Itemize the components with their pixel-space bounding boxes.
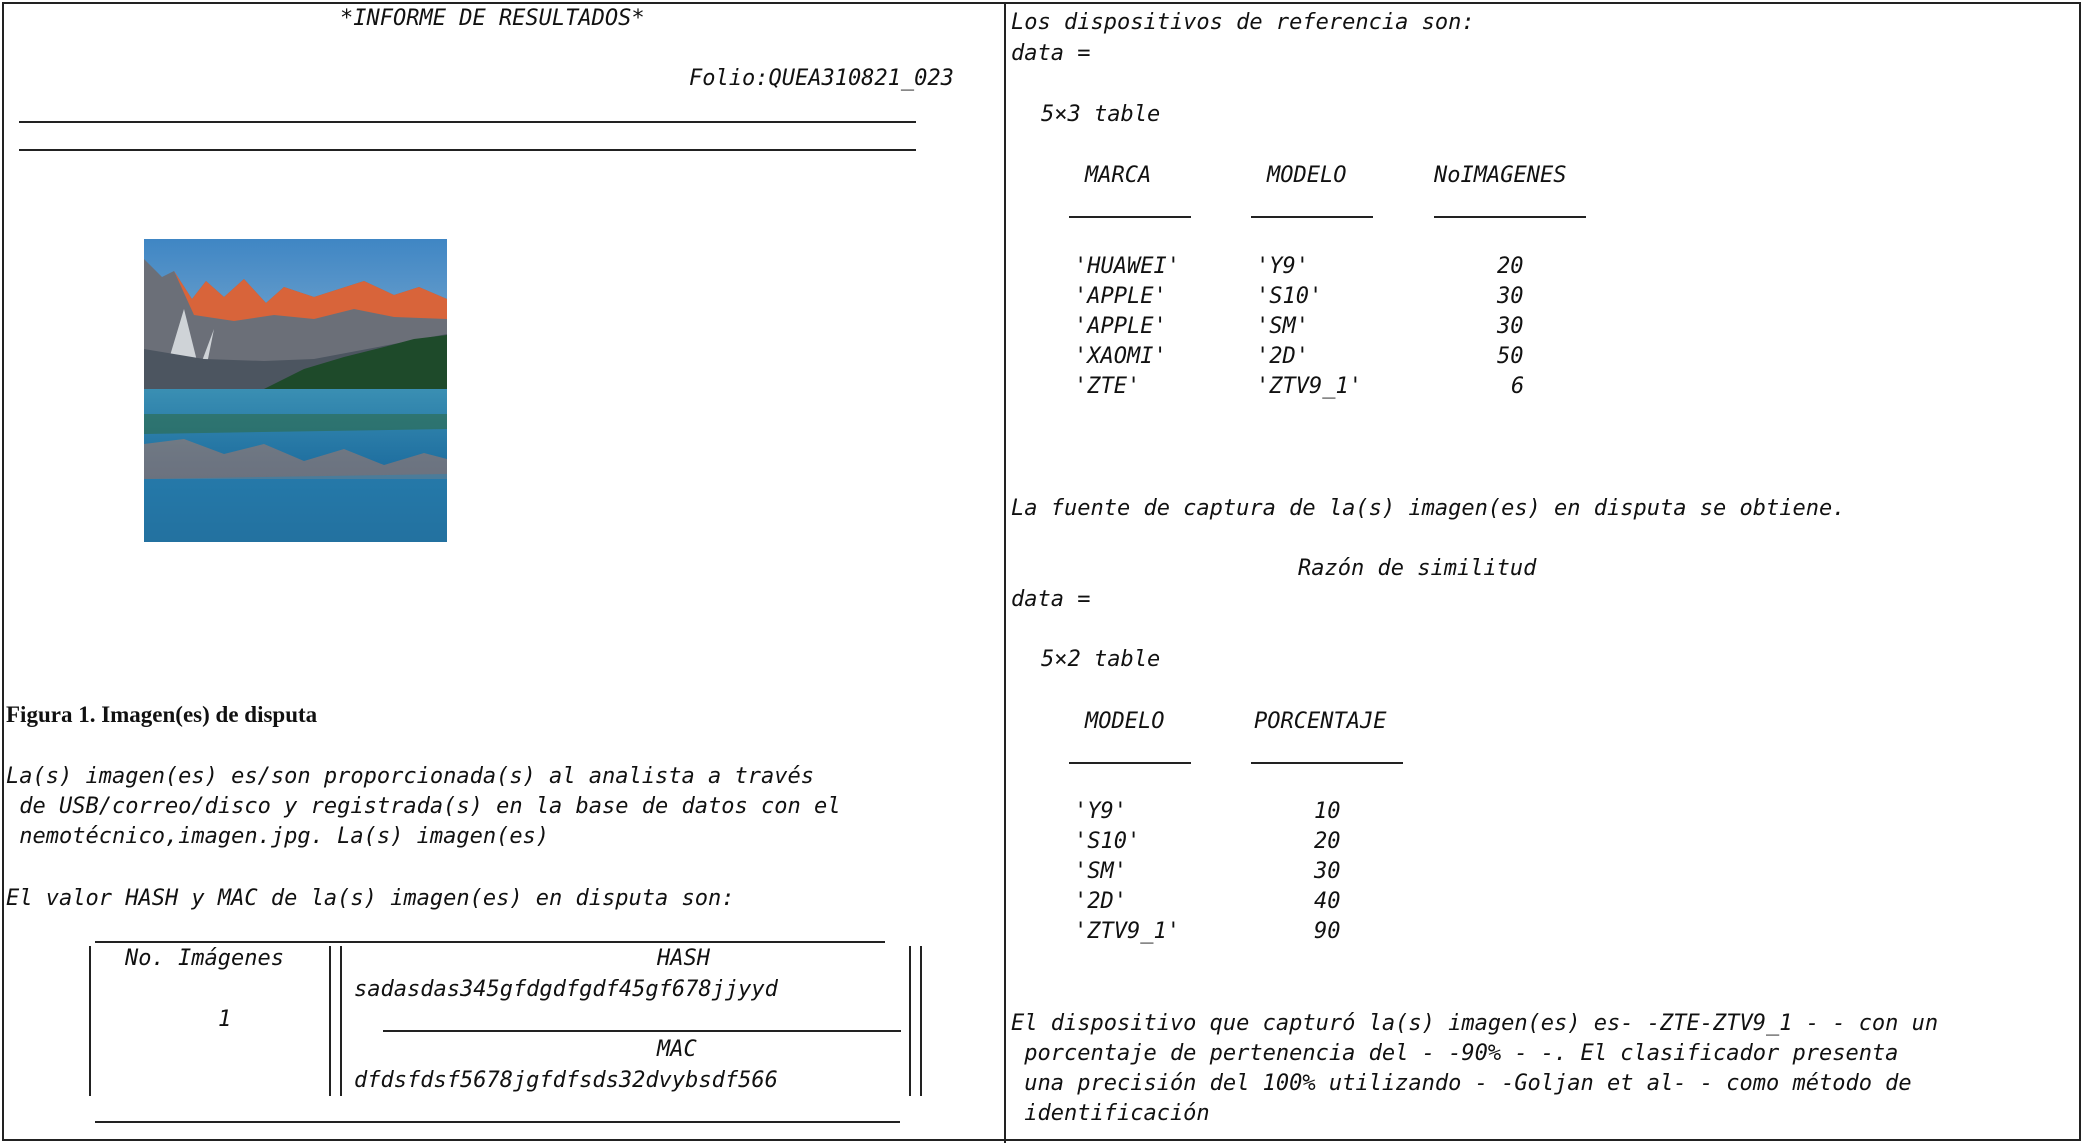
paragraph-line-3: nemotécnico,imagen.jpg. La(s) imagen(es) [6, 824, 550, 849]
table2-header-porcentaje: PORCENTAJE [1254, 709, 1387, 734]
table-top-rule [95, 941, 885, 943]
data-label-1: data = [1011, 41, 1091, 66]
table1-cell: 'Y9' [1256, 254, 1309, 279]
table1-cell: 30 [1497, 284, 1524, 309]
table1-header-underline-1 [1069, 216, 1191, 218]
col-separator-1 [329, 946, 331, 1096]
hash-header: HASH [657, 946, 710, 971]
figure-caption: Figura 1. Imagen(es) de disputa [6, 702, 318, 727]
col-separator-2 [340, 946, 342, 1096]
table1-cell: 'APPLE' [1074, 284, 1167, 309]
table1-cell: 6 [1511, 374, 1525, 399]
table1-header-marca: MARCA [1085, 163, 1152, 188]
table1-header-noimagenes: NoIMAGENES [1434, 163, 1567, 188]
data-label-2: data = [1011, 587, 1091, 612]
table2-cell: '2D' [1074, 889, 1127, 914]
conclusion-line-4: identificación [1011, 1101, 1210, 1126]
table1-header-underline-3 [1434, 216, 1586, 218]
table2-cell: 10 [1314, 799, 1341, 824]
images-count: 1 [218, 1007, 232, 1032]
table2-cell: 90 [1314, 919, 1341, 944]
conclusion-line-3: una precisión del 100% utilizando - -Goljan et al- - como método de [1011, 1071, 1912, 1096]
mac-value: dfdsfdsf5678jgfdfsds32dvybsdf566 [354, 1068, 778, 1093]
table1-size: 5×3 table [1041, 102, 1161, 127]
hash-value: sadasdas345gfdgdfgdf45gf678jjyyd [354, 977, 778, 1002]
column-divider [1004, 2, 1006, 1143]
hash-mac-intro: El valor HASH y MAC de la(s) imagen(es) en disputa son: [6, 886, 735, 911]
table2-cell: 'ZTV9_1' [1074, 919, 1180, 944]
conclusion-line-2: porcentaje de pertenencia del - -90% - -. El clasificador presenta [1011, 1041, 1899, 1066]
mac-header: MAC [657, 1037, 697, 1062]
table-bottom-rule [95, 1121, 900, 1123]
table-right-border-2 [920, 946, 922, 1096]
source-line: La fuente de captura de la(s) imagen(es) en disputa se obtiene. [1011, 496, 1846, 521]
table2-header-underline-1 [1069, 762, 1191, 764]
table2-cell: 'SM' [1074, 859, 1127, 884]
table1-cell: 50 [1497, 344, 1524, 369]
table1-cell: 'APPLE' [1074, 314, 1167, 339]
table2-cell: 40 [1314, 889, 1341, 914]
hash-mac-separator [383, 1030, 901, 1032]
table1-cell: 'S10' [1256, 284, 1323, 309]
table1-cell: 30 [1497, 314, 1524, 339]
table1-header-modelo: MODELO [1267, 163, 1347, 188]
table1-cell: 'XAOMI' [1074, 344, 1167, 369]
table2-header-modelo: MODELO [1085, 709, 1165, 734]
table2-cell: 'Y9' [1074, 799, 1127, 824]
dispute-image [144, 239, 447, 542]
table1-cell: 'HUAWEI' [1074, 254, 1180, 279]
paragraph-line-2: de USB/correo/disco y registrada(s) en la base de datos con el [6, 794, 841, 819]
table2-header-underline-2 [1251, 762, 1403, 764]
report-title: *INFORME DE RESULTADOS* [340, 6, 645, 31]
table1-cell: 'SM' [1256, 314, 1309, 339]
table1-cell: '2D' [1256, 344, 1309, 369]
table-right-border-1 [909, 946, 911, 1096]
reference-intro: Los dispositivos de referencia son: [1011, 10, 1475, 35]
header-rule-2 [19, 149, 916, 151]
table-left-border [89, 946, 91, 1096]
header-rule-1 [19, 121, 916, 123]
table1-header-underline-2 [1251, 216, 1373, 218]
paragraph-line-1: La(s) imagen(es) es/son proporcionada(s) al analista a través [6, 764, 814, 789]
page-frame [2, 2, 2081, 1141]
similarity-title: Razón de similitud [1298, 556, 1537, 581]
table2-cell: 30 [1314, 859, 1341, 884]
table1-cell: 'ZTE' [1074, 374, 1141, 399]
table1-cell: 20 [1497, 254, 1524, 279]
mountain-lake-photo [144, 239, 447, 542]
table2-cell: 'S10' [1074, 829, 1141, 854]
table2-size: 5×2 table [1041, 647, 1161, 672]
images-header: No. Imágenes [125, 946, 284, 971]
folio-number: Folio:QUEA310821_023 [689, 66, 954, 91]
table1-cell: 'ZTV9_1' [1256, 374, 1362, 399]
conclusion-line-1: El dispositivo que capturó la(s) imagen(es) es- -ZTE-ZTV9_1 - - con un [1011, 1011, 1939, 1036]
table2-cell: 20 [1314, 829, 1341, 854]
